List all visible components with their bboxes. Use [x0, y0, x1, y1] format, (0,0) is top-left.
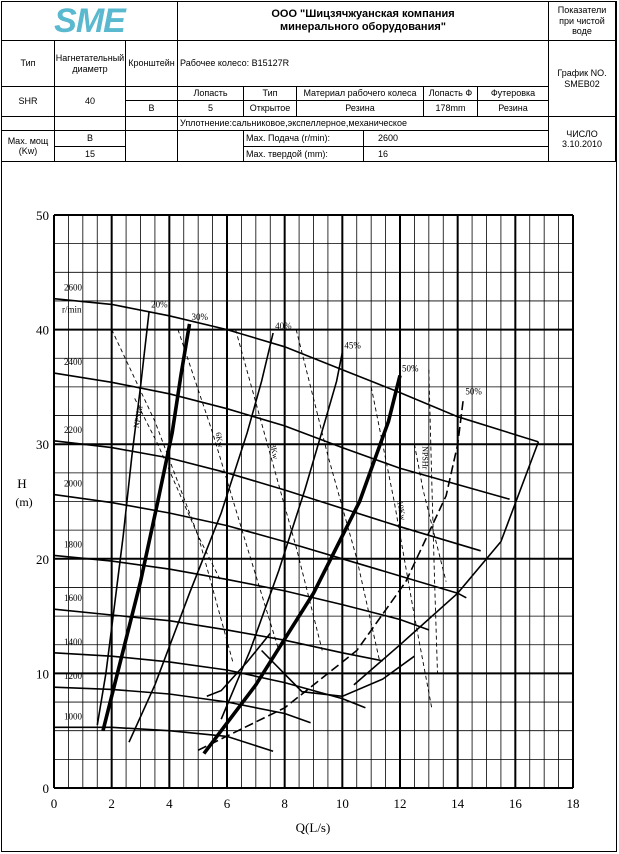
x-tick-label: 6	[223, 796, 231, 811]
max-solid-value: 16	[364, 147, 549, 162]
y-axis-label-h: H	[17, 476, 27, 491]
max-flow-value: 2600	[364, 131, 549, 147]
kind-value: Открытое	[244, 101, 297, 117]
power-label: 6Kw	[213, 431, 226, 449]
blank-cell	[126, 131, 178, 162]
efficiency-curve	[97, 311, 149, 725]
y-tick-label: 20	[36, 551, 49, 567]
bracket-value: B	[126, 101, 178, 117]
y-tick-label: 10	[36, 666, 49, 682]
speed-curve-1600	[54, 609, 383, 661]
max-solid-label: Max. твердой (mm):	[244, 147, 364, 162]
inlet-label: Нагнетательный диаметр	[55, 41, 126, 87]
material-label: Материал рабочего колеса	[297, 87, 424, 101]
y-tick-label: 50	[36, 208, 49, 223]
grid	[36, 208, 580, 811]
power-label: 8Kw	[268, 442, 280, 460]
speed-label-2600: 2600	[64, 282, 82, 293]
clean-water-note: Показатели при чистой воде	[549, 2, 616, 41]
speed-label-1600: 1600	[64, 593, 82, 604]
speed-label-2200: 2200	[64, 424, 82, 435]
blank-cell	[55, 117, 126, 131]
efficiency-curve	[221, 353, 342, 720]
blade-dia-value: 178mm	[424, 101, 478, 117]
speed-curve-1200	[54, 687, 311, 723]
max-power-label: Max. мощ (Kw)	[2, 131, 55, 162]
x-tick-label: 14	[451, 796, 465, 811]
type-value: SHR	[2, 87, 55, 117]
blank-cell	[126, 87, 178, 101]
x-tick-label: 0	[50, 796, 58, 811]
material-value: Резина	[297, 101, 424, 117]
speed-label-2400: 2400	[64, 357, 82, 368]
date-cell	[549, 117, 616, 162]
blank-cell	[2, 117, 55, 131]
blade-value: 5	[178, 101, 244, 117]
power-curve	[112, 330, 233, 662]
x-tick-label: 16	[508, 796, 522, 811]
x-axis-label: Q(L/s)	[295, 820, 331, 835]
pump-curve-sheet	[1, 1, 617, 852]
speed-label-1000: 1000	[64, 711, 82, 722]
speed-curve-2200	[54, 441, 481, 551]
y-tick-label: 30	[36, 437, 49, 453]
speed-unit-label: r/min	[62, 304, 82, 315]
efficiency-label: 50%	[465, 386, 482, 397]
x-tick-label: 4	[166, 796, 173, 811]
bracket-label: Кронштейн	[126, 41, 178, 87]
speed-label-1200: 1200	[64, 671, 82, 682]
efficiency-curve	[354, 442, 539, 685]
efficiency-curve	[103, 324, 190, 731]
blade-label: Лопасть	[178, 87, 244, 101]
x-tick-label: 2	[108, 796, 115, 811]
power-label: 10Kw	[395, 500, 408, 522]
efficiency-label: 45%	[344, 340, 361, 351]
x-tick-label: 12	[393, 796, 407, 811]
seal-types: Уплотнение:сальниковое,экспеллерное,механическое	[178, 117, 549, 131]
npsh-label-2: NPSHr	[420, 446, 430, 470]
pump-performance-chart	[2, 162, 616, 852]
x-tick-label: 8	[281, 796, 288, 811]
y-tick-label: 40	[36, 322, 49, 338]
efficiency-label: 20%	[151, 299, 168, 310]
speed-label-1800: 1800	[64, 539, 82, 550]
max-power-b: B	[55, 131, 126, 147]
speed-curve-2400	[54, 373, 510, 499]
efficiency-label: 30%	[191, 311, 209, 322]
blank-cell	[126, 117, 178, 131]
speed-curve-2600	[54, 299, 538, 442]
speed-label-2000: 2000	[64, 478, 82, 489]
lining-label: Футеровка	[478, 87, 549, 101]
efficiency-curve	[207, 633, 270, 696]
x-tick-label: 10	[335, 796, 349, 811]
y-tick-label: 0	[42, 781, 49, 796]
type-label: Тип	[2, 41, 55, 87]
blade-dia-label: Лопасть Ф	[424, 87, 478, 101]
blank-cell	[178, 131, 244, 162]
impeller-model: Рабочее колесо: B15127R	[178, 41, 549, 87]
speed-label-1400: 1400	[64, 636, 82, 647]
date-label: ЧИСЛО	[566, 128, 598, 139]
x-tick-label: 18	[566, 796, 580, 811]
date-value: 3.10.2010	[561, 139, 603, 149]
efficiency-label: 50%	[402, 363, 419, 374]
kind-label: Тип	[244, 87, 297, 101]
logo-cell	[2, 2, 178, 41]
lining-value: Резина	[478, 101, 549, 117]
max-power-value: 15	[55, 147, 126, 162]
company-name: ООО "Шицзячжуанская компания минерального оборудования"	[178, 2, 549, 41]
inlet-value: 40	[55, 87, 126, 117]
y-axis-label-unit: (m)	[15, 495, 33, 509]
efficiency-label: 40%	[275, 321, 292, 332]
company-logo: SME	[54, 2, 125, 40]
max-flow-label: Max. Подача (r/min):	[244, 131, 364, 147]
chart-number: График NO. SMEB02	[549, 41, 616, 117]
npsh-label: NPSHr	[131, 404, 145, 429]
